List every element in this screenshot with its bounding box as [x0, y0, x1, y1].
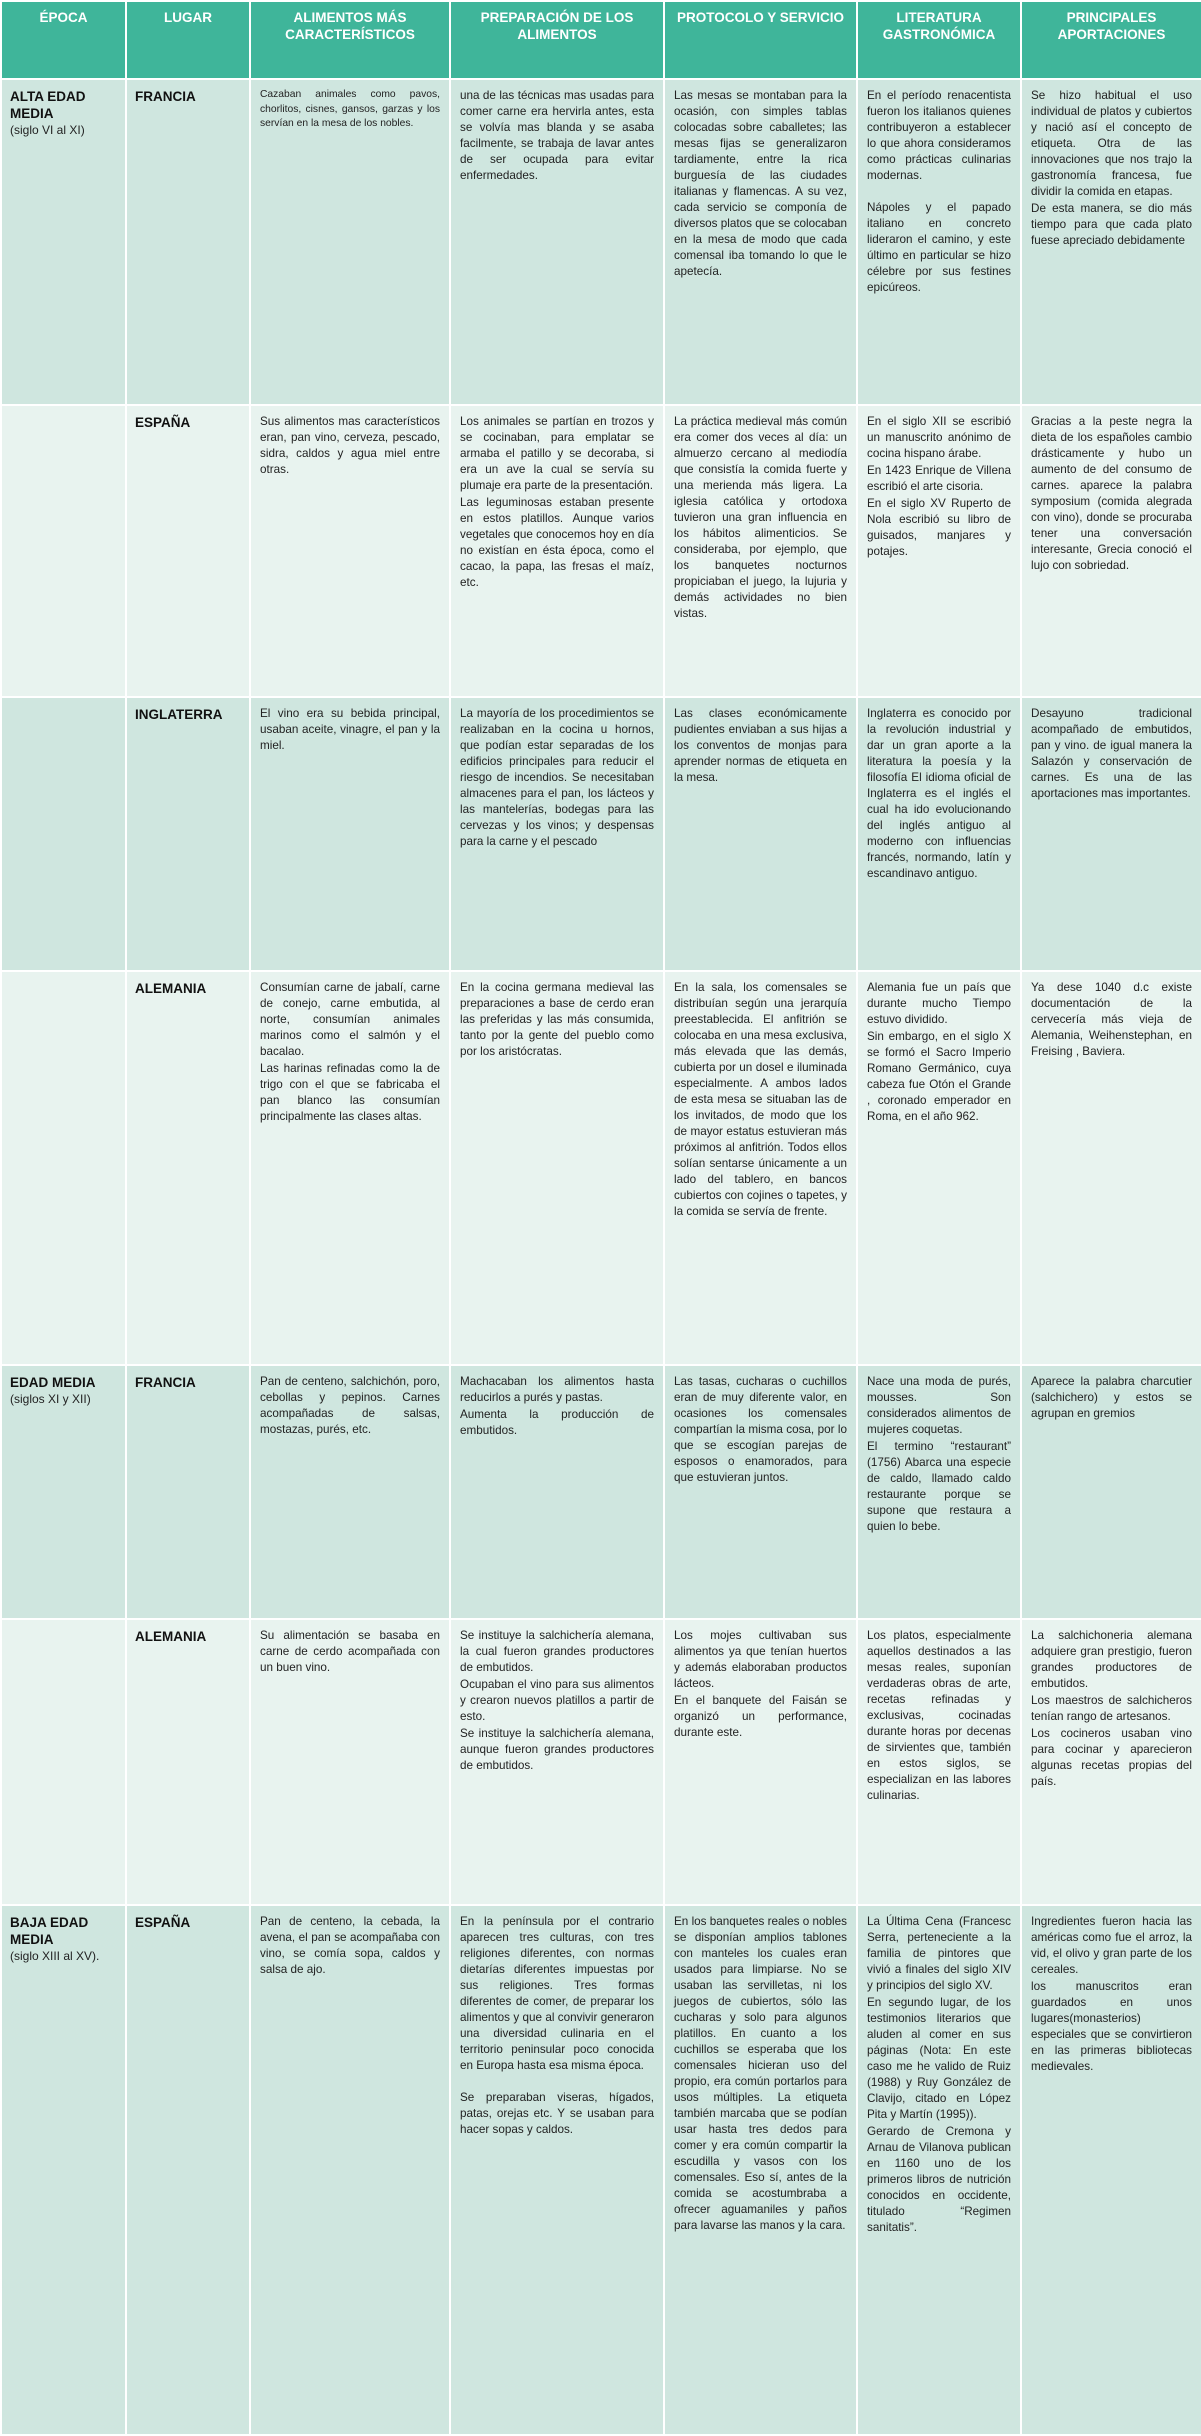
cell-text: En el banquete del Faisán se organizó un performance, durante este. — [674, 1694, 847, 1739]
prep-cell — [450, 971, 664, 1365]
era-cell — [1, 1365, 126, 1619]
literature-cell — [857, 971, 1021, 1365]
place-cell — [126, 697, 250, 971]
era-subtitle: (siglos XI y XII) — [10, 1392, 91, 1406]
prep-cell — [450, 405, 664, 697]
era-cell — [1, 1905, 126, 2435]
foods-cell — [250, 1905, 450, 2435]
era-cell — [1, 1619, 126, 1905]
cell-text: Las leguminosas estaban presente en estos platillos. Aunque varios vegetales que conocemos hoy en día no existían en ésta época, como el cacao, la papa, las fresas el maíz, etc. — [460, 496, 654, 589]
cell-text: Las clases económicamente pudientes enviaban a sus hijas a los conventos de monjas para aprender normas de etiqueta en la mesa. — [674, 707, 847, 784]
place-name: ALEMANIA — [135, 1629, 207, 1644]
era-subtitle: (siglo VI al XI) — [10, 123, 85, 137]
era-title: EDAD MEDIA — [10, 1375, 96, 1390]
table-row — [1, 697, 1201, 971]
cell-text: La salchichoneria alemana adquiere gran prestigio, fueron grandes productores de embutidos. — [1031, 1629, 1192, 1690]
table-row — [1, 1619, 1201, 1905]
literature-cell — [857, 1365, 1021, 1619]
protocol-cell — [664, 1905, 857, 2435]
foods-cell — [250, 697, 450, 971]
cell-text: Se instituye la salchichería alemana, aunque fueron grandes productores de embutidos. — [460, 1727, 654, 1772]
header-literatura: LITERATURA GASTRONÓMICA — [857, 1, 1021, 79]
cell-text: Aumenta la producción de embutidos. — [460, 1408, 654, 1437]
contributions-cell — [1021, 405, 1201, 697]
cell-text: Ocupaban el vino para sus alimentos y crearon nuevos platillos a partir de esto. — [460, 1678, 654, 1723]
cell-text: Sus alimentos mas característicos eran, pan vino, cerveza, pescado, sidra, caldos y agua miel entre otras. — [260, 415, 440, 476]
literature-cell — [857, 1905, 1021, 2435]
era-cell — [1, 697, 126, 971]
cell-text: Desayuno tradicional acompañado de embutidos, pan y vino. de igual manera la Salazón y conservación de carnes. Es una de las aportaciones mas importantes. — [1031, 707, 1192, 800]
literature-cell — [857, 1619, 1021, 1905]
cell-text: Se hizo habitual el uso individual de platos y cubiertos y nació así el concepto de etiqueta. Otra de las innovaciones que nos trajo la gastronomía francesa, fue dividir la comida en etapas. — [1031, 89, 1192, 198]
table-row — [1, 1365, 1201, 1619]
header-protocolo: PROTOCOLO Y SERVICIO — [664, 1, 857, 79]
cell-text: Los maestros de salchicheros tenían rango de artesanos. — [1031, 1694, 1192, 1723]
contributions-cell — [1021, 971, 1201, 1365]
foods-cell — [250, 79, 450, 405]
cell-text: Sin embargo, en el siglo X se formó el Sacro Imperio Romano Germánico, cuya cabeza fue Otón el Grande , coronado emperador en Roma, en el año 962. — [867, 1030, 1011, 1123]
protocol-cell — [664, 1365, 857, 1619]
cell-text: Nápoles y el papado italiano en concreto lideraron el camino, y este último en particular se hizo célebre por sus festines epicúreos. — [867, 201, 1011, 294]
cell-text: El vino era su bebida principal, usaban aceite, vinagre, el pan y la miel. — [260, 707, 440, 752]
cell-text: Se preparaban viseras, hígados, patas, orejas etc. Y se usaban para hacer sopas y caldos. — [460, 2091, 654, 2136]
cell-text: Alemania fue un país que durante mucho Tiempo estuvo dividido. — [867, 981, 1011, 1026]
header-lugar: LUGAR — [126, 1, 250, 79]
cell-text: Machacaban los alimentos hasta reducirlos a purés y pastas. — [460, 1375, 654, 1404]
cell-text: En 1423 Enrique de Villena escribió el arte cisoria. — [867, 464, 1011, 493]
foods-cell — [250, 1365, 450, 1619]
cell-text: Las mesas se montaban para la ocasión, con simples tablas colocadas sobre caballetes; las mesas fijas se generalizaron tardiamente, entre la rica burguesía de las ciudades italianas y flamencas. A su vez, cada servicio se componía de diversos platos que se colocaban en la mesa de modo que cada comensal iba tomando lo que le apetecía. — [674, 89, 847, 278]
cell-text: Su alimentación se basaba en carne de cerdo acompañada con un buen vino. — [260, 1629, 440, 1674]
cell-text: una de las técnicas mas usadas para comer carne era hervirla antes, esta se volvía mas blanda y se asaba facilmente, se trabaja de lavar antes de ser ocupada para evitar enfermedades. — [460, 89, 654, 182]
cell-text: En la península por el contrario aparecen tres culturas, con tres religiones diferentes, con normas dietarías diferentes impuestas por sus religiones. Tres formas diferentes de comer, de preparar los alimentos y que al convivir generaron una diversidad culinaria en el territorio peninsular poco conocida en Europa hasta esa misma época. — [460, 1915, 654, 2072]
cell-text: En el siglo XV Ruperto de Nola escribió su libro de guisados, manjares y potajes. — [867, 497, 1011, 558]
place-cell — [126, 1905, 250, 2435]
cell-text: Los animales se partían en trozos y se cocinaban, para emplatar se armaba el patillo y se decoraba, si era un ave la cual se servía su plumaje era parte de la presentación. — [460, 415, 654, 492]
cell-text: Pan de centeno, la cebada, la avena, el pan se acompañaba con vino, se comía sopa, caldos y salsa de ajo. — [260, 1915, 440, 1976]
foods-cell — [250, 971, 450, 1365]
protocol-cell — [664, 79, 857, 405]
place-cell — [126, 405, 250, 697]
cell-text: La práctica medieval más común era comer dos veces al día: un almuerzo cercano al mediodía que consistía la comida fuerte y una merienda más ligera. La iglesia católica y ortodoxa tuvieron una gran influencia en los hábitos alimenticios. Se consideraba, por ejemplo, que los banquetes nocturnos propiciaban el juego, la lujuria y demás actividades no bien vistas. — [674, 415, 847, 620]
table-row — [1, 79, 1201, 405]
prep-cell — [450, 1619, 664, 1905]
table-row — [1, 971, 1201, 1365]
header-aportaciones: PRINCIPALES APORTACIONES — [1021, 1, 1201, 79]
contributions-cell — [1021, 1905, 1201, 2435]
place-cell — [126, 1619, 250, 1905]
header-row — [1, 1, 1201, 79]
cell-text: Aparece la palabra charcutier (salchichero) y estos se agrupan en gremios — [1031, 1375, 1192, 1420]
cell-text: Las tasas, cucharas o cuchillos eran de muy diferente valor, en ocasiones los comensales compartían la misma cosa, por lo que se escogían parejas de esposos o enamorados, para que estuvieran juntos. — [674, 1375, 847, 1484]
contributions-cell — [1021, 79, 1201, 405]
contributions-cell — [1021, 1365, 1201, 1619]
cell-text: En la sala, los comensales se distribuían según una jerarquía preestablecida. El anfitrión se colocaba en una mesa exclusiva, más elevada que las demás, cubierta por un dosel e iluminada especialmente. A ambos lados de esta mesa se situaban las de los invitados, de modo que los de mayor estatus estuvieran más próximos al anfitrión. Todos ellos solían sentarse únicamente a un lado del tablero, en bancos cubiertos con cojines o tapetes, y la comida se servía de frente. — [674, 981, 847, 1218]
prep-cell — [450, 79, 664, 405]
cell-text: Ingredientes fueron hacia las américas como fue el arroz, la vid, el olivo y gran parte de los cereales. — [1031, 1915, 1192, 1976]
table-row — [1, 1905, 1201, 2435]
cell-text: Los platos, especialmente aquellos destinados a las mesas reales, suponían verdaderas obras de arte, recetas refinadas y exclusivas, cocinadas durante horas por decenas de sirvientes que, también en estos siglos, se especializan en las labores culinarias. — [867, 1629, 1011, 1802]
contributions-cell — [1021, 1619, 1201, 1905]
place-cell — [126, 1365, 250, 1619]
era-cell — [1, 79, 126, 405]
cell-text: Nace una moda de purés, mousses. Son considerados alimentos de mujeres coquetas. — [867, 1375, 1011, 1436]
prep-cell — [450, 1365, 664, 1619]
place-cell — [126, 79, 250, 405]
cell-text: Ya dese 1040 d.c existe documentación de la cervecería más vieja de Alemania, Weihenstephan, en Freising , Baviera. — [1031, 981, 1192, 1058]
era-cell — [1, 405, 126, 697]
protocol-cell — [664, 1619, 857, 1905]
foods-cell — [250, 405, 450, 697]
era-cell — [1, 971, 126, 1365]
header-epoca: ÉPOCA — [1, 1, 126, 79]
cell-text: En el siglo XII se escribió un manuscrito anónimo de cocina hispano árabe. — [867, 415, 1011, 460]
cell-text: La mayoría de los procedimientos se realizaban en la cocina u hornos, que podían estar separadas de los edificios principales para reducir el riesgo de incendios. Se necesitaban almacenes para el pan, los lácteos y las mantelerías, bodegas para las cervezas y los vinos; y despensas para la carne y el pescado — [460, 707, 654, 848]
place-name: FRANCIA — [135, 1375, 196, 1390]
cell-text: Inglaterra es conocido por la revolución industrial y dar un gran aporte a la literatura la poesía y la filosofía El idioma oficial de Inglaterra es el inglés el cual ha ido evolucionando del inglés antiguo al moderno con influencias francés, normando, latín y escandinavo antiguo. — [867, 707, 1011, 880]
cell-text: Gracias a la peste negra la dieta de los españoles cambio drásticamente y hubo un aumento de del consumo de carnes. aparece la palabra symposium (comida alegrada con vino), donde se procuraba tener una conversación interesante, Grecia conoció el lujo con sobriedad. — [1031, 415, 1192, 572]
literature-cell — [857, 405, 1021, 697]
cell-text: Los mojes cultivaban sus alimentos ya que tenían huertos y además elaboraban productos lácteos. — [674, 1629, 847, 1690]
place-name: FRANCIA — [135, 89, 196, 104]
cell-text: En los banquetes reales o nobles se disponían amplios tablones con manteles los cuales eran usados para limpiarse. No se usaban las servilletas, ni los juegos de cubiertos, sólo las cucharas y solo para algunos platillos. En cuanto a los cuchillos se esperaba que los comensales hicieran uso del propio, era común portarlos para usos múltiples. La etiqueta también marcaba que se podían usar hasta tres dedos para comer y era común compartir la escudilla y vasos con los comensales. Eso sí, antes de la comida se acostumbraba a ofrecer aguamaniles y paños para lavarse las manos y la cara. — [674, 1915, 847, 2232]
cell-text: Cazaban animales como pavos, chorlitos, cisnes, gansos, garzas y los servían en la mesa de los nobles. — [260, 89, 440, 129]
place-name: INGLATERRA — [135, 707, 223, 722]
foods-cell — [250, 1619, 450, 1905]
era-title: ALTA EDAD MEDIA — [10, 89, 86, 121]
cell-text: El termino “restaurant” (1756) Abarca una especie de caldo, llamado caldo restaurante porque se supone que restaura a quien lo bebe. — [867, 1440, 1011, 1533]
cell-text: Los cocineros usaban vino para cocinar y aparecieron algunas recetas propias del país. — [1031, 1727, 1192, 1788]
cell-text: En el período renacentista fueron los italianos quienes contribuyeron a establecer lo que ahora consideramos como prácticas culinarias modernas. — [867, 89, 1011, 182]
cell-text: Se instituye la salchichería alemana, la cual fueron grandes productores de embutidos. — [460, 1629, 654, 1674]
cell-text: De esta manera, se dio más tiempo para que cada plato fuese apreciado debidamente — [1031, 202, 1192, 247]
header-preparacion: PREPARACIÓN DE LOS ALIMENTOS — [450, 1, 664, 79]
cell-text: En segundo lugar, de los testimonios literarios que aluden al comer en sus páginas (Nota: En este caso me he valido de Ruiz (1988) y Ruy González de Clavijo, citado en López Pita y Martín (1995)). — [867, 1996, 1011, 2121]
cell-text: En la cocina germana medieval las preparaciones a base de cerdo eran las preferidas y las más consumida, tanto por la gente del pueblo como por los aristócratas. — [460, 981, 654, 1058]
contributions-cell — [1021, 697, 1201, 971]
cell-text: Las harinas refinadas como la de trigo con el que se fabricaba el pan blanco las consumían principalmente las clases altas. — [260, 1062, 440, 1123]
protocol-cell — [664, 405, 857, 697]
place-name: ESPAÑA — [135, 1915, 191, 1930]
prep-cell — [450, 697, 664, 971]
era-subtitle: (siglo XIII al XV). — [10, 1949, 100, 1963]
table-row — [1, 405, 1201, 697]
place-name: ALEMANIA — [135, 981, 207, 996]
era-title: BAJA EDAD MEDIA — [10, 1915, 89, 1947]
header-alimentos: ALIMENTOS MÁS CARACTERÍSTICOS — [250, 1, 450, 79]
cell-text: Gerardo de Cremona y Arnau de Vilanova publican en 1160 uno de los primeros libros de nutrición conocidos en occidente, titulado “Regimen sanitatis”. — [867, 2125, 1011, 2234]
place-cell — [126, 971, 250, 1365]
cell-text: los manuscritos eran guardados en unos lugares(monasterios) especiales que se convirtieron en las primeras bibliotecas medievales. — [1031, 1980, 1192, 2073]
protocol-cell — [664, 971, 857, 1365]
literature-cell — [857, 79, 1021, 405]
place-name: ESPAÑA — [135, 415, 191, 430]
protocol-cell — [664, 697, 857, 971]
literature-cell — [857, 697, 1021, 971]
cell-text: Pan de centeno, salchichón, poro, cebollas y pepinos. Carnes acompañadas de salsas, mostazas, purés, etc. — [260, 1375, 440, 1436]
prep-cell — [450, 1905, 664, 2435]
cell-text: La Última Cena (Francesc Serra, perteneciente a la familia de pintores que vivió a finales del siglo XIV y principios del siglo XV. — [867, 1915, 1011, 1992]
cell-text: Consumían carne de jabalí, carne de conejo, carne embutida, al norte, consumían animales marinos como el salmón y el bacalao. — [260, 981, 440, 1058]
